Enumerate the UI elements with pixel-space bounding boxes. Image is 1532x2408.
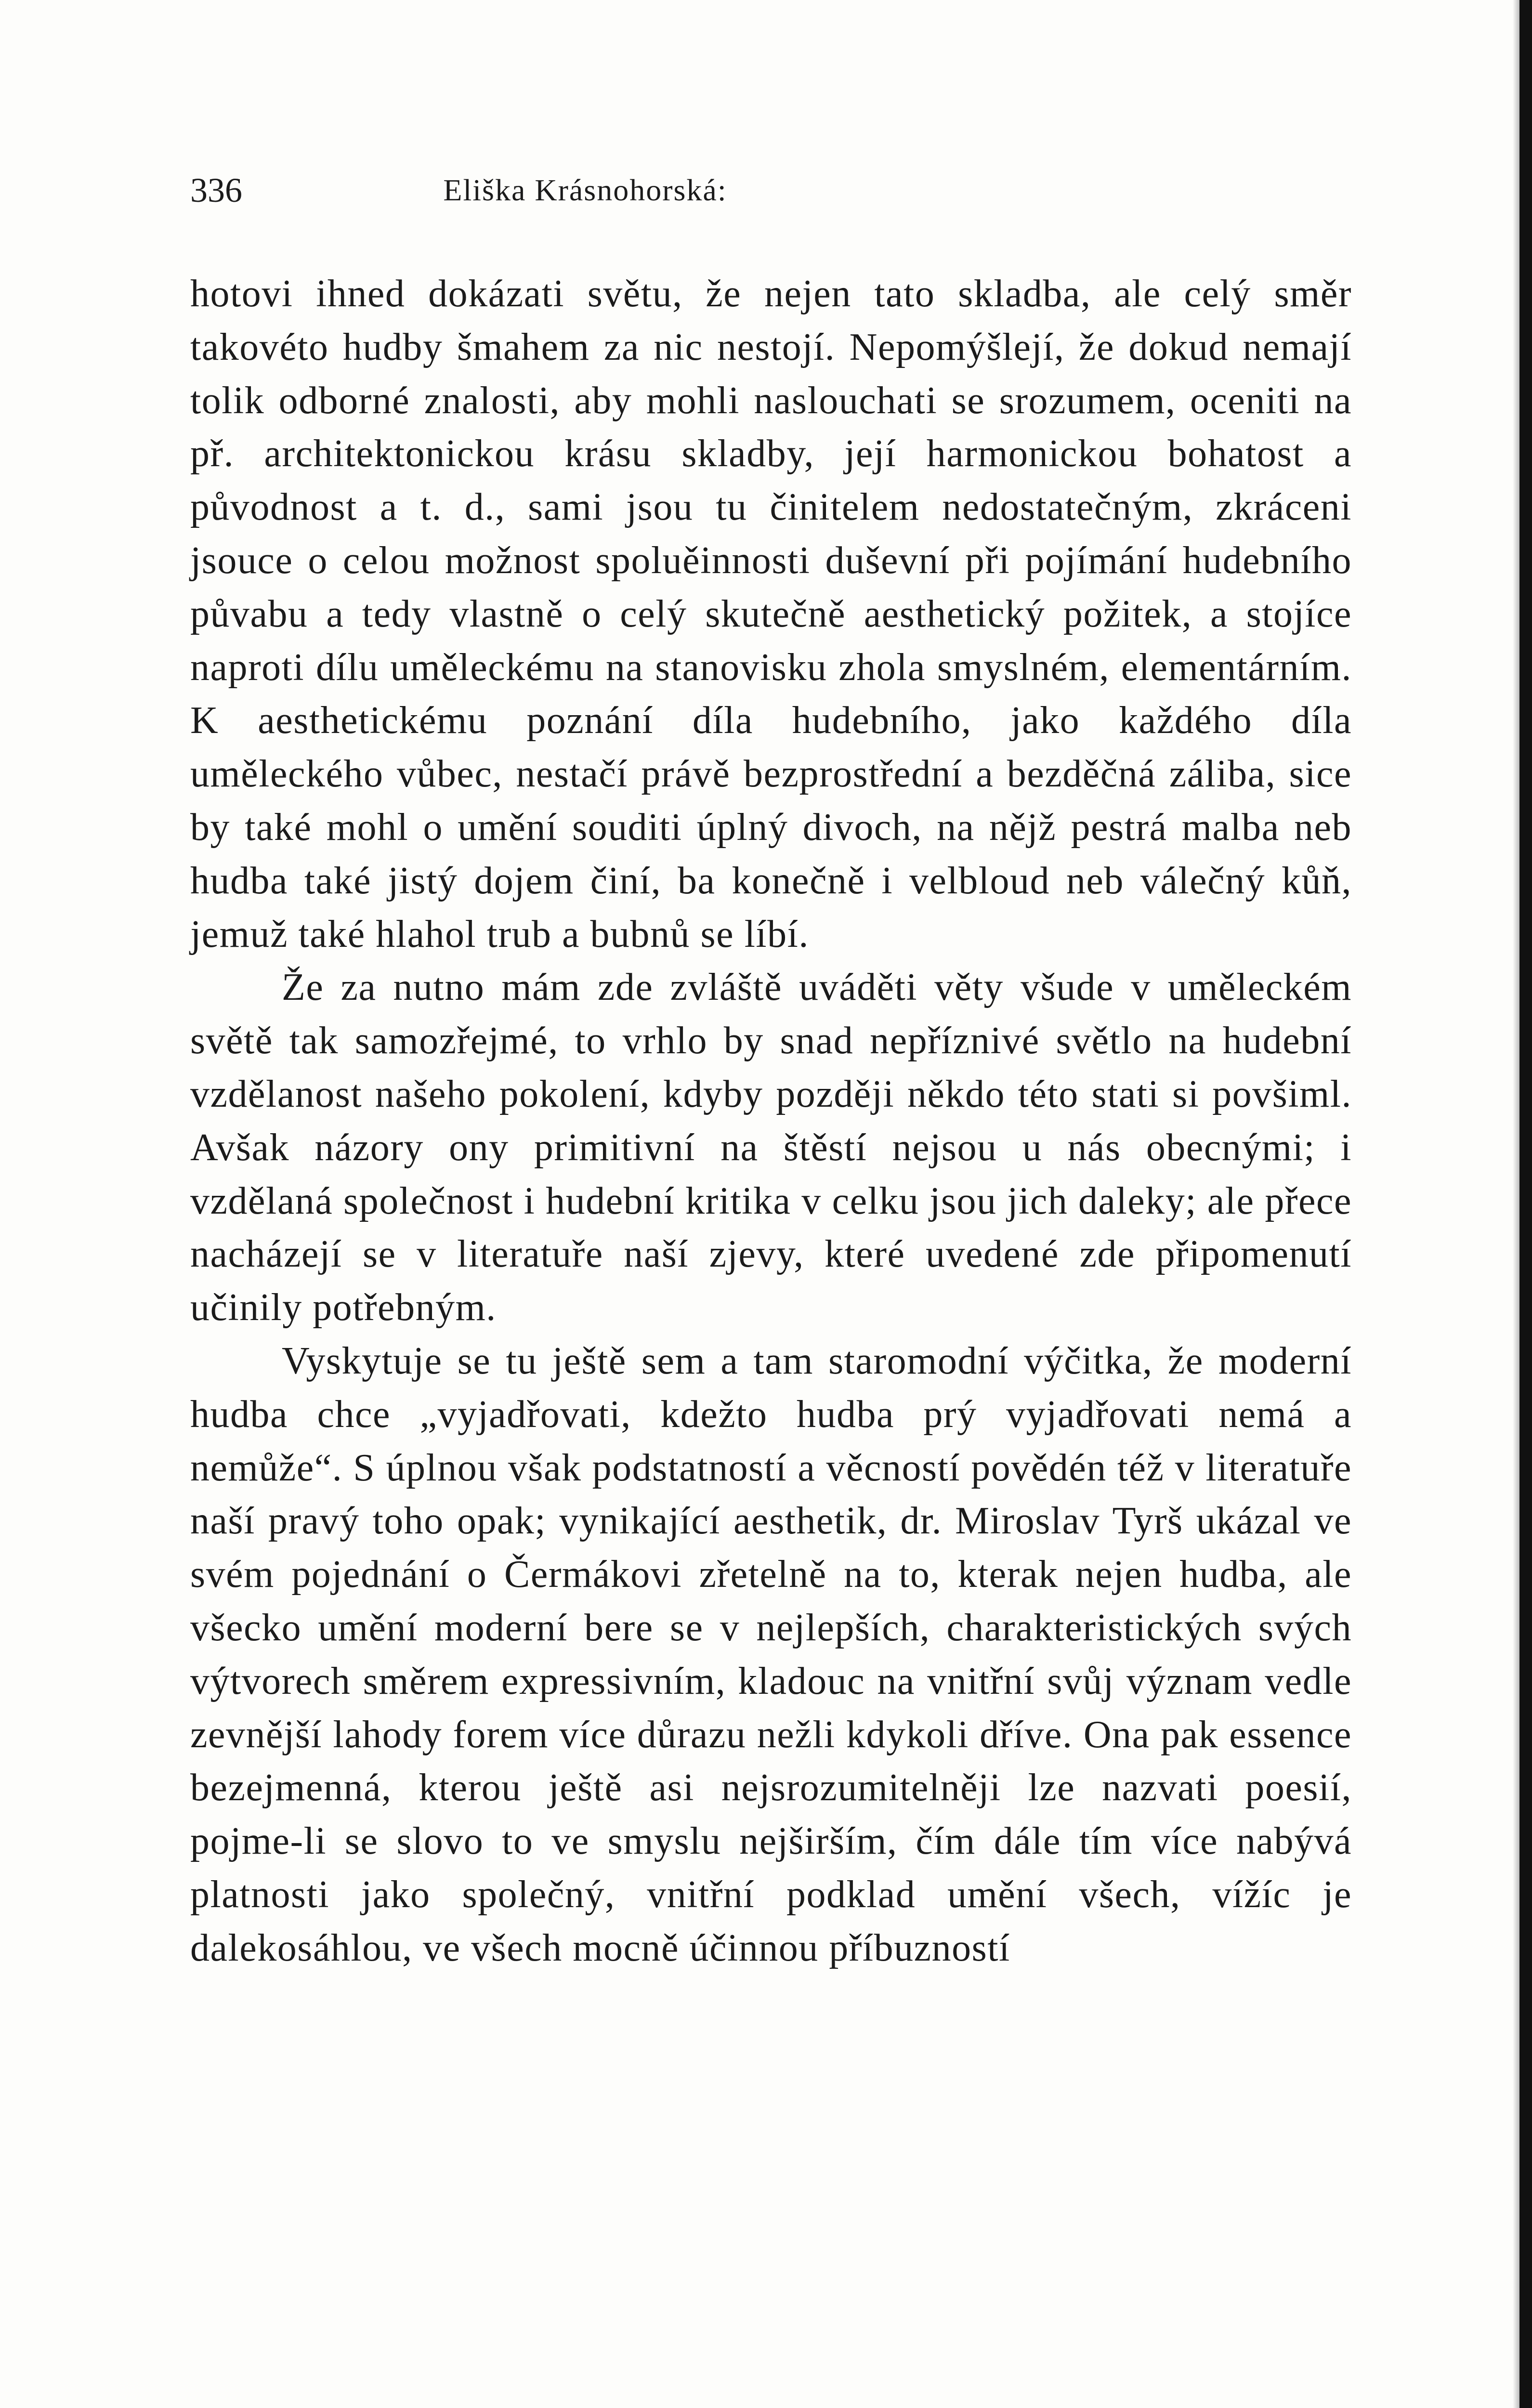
paragraph: Vyskytuje se tu ještě sem a tam staromodní výčitka, že moderní hudba chce „vyjadřovati, kdežto hudba prý vyjadřovati nemá a nemůže“. S úplnou však podstatností a věcností povědén též v literatuře naší pravý toho opak; vynikající aesthetik, dr. Miroslav Tyrš ukázal ve svém pojednání o Čermákovi zřetelně na to, kterak nejen hudba, ale všecko umění moderní bere se v nejlepších, charakteristických svých výtvorech směrem expressivním, kladouc na vnitřní svůj význam vedle zevnější lahody forem více důrazu nežli kdykoli dříve. Ona pak essence bezejmenná, kterou ještě asi nejsrozumitelněji lze nazvati poesií, pojme-li se slovo to ve smyslu nejširším, čím dále tím více nabývá platnosti jako společný, vnitřní podklad umění všech, vížíc je dalekosáhlou, ve všech mocně účinnou příbuzností bbox=[190, 1339, 1352, 1969]
running-head: Eliška Krásnohorská: bbox=[443, 173, 727, 207]
page-shadow-edge bbox=[1513, 0, 1519, 2408]
paragraph-continued: hotovi ihned dokázati světu, že nejen tato skladba, ale celý směr takovéto hudby šmahem za nic nestojí. Nepomýšlejí, že dokud nemají tolik odborné znalosti, aby mohli naslouchati se srozumem, oceniti na př. architektonickou krásu skladby, její harmonickou bohatost a původnost a t. d., sami jsou tu činitelem nedostatečným, zkráceni jsouce o celou možnost spoluěinnosti duševní při pojímání hudebního půvabu a tedy vlastně o celý skutečně aesthetický požitek, a stojíce naproti dílu uměleckému na stanovisku zhola smyslném, elementárním. K aesthetickému poznání díla hudebního, jako každého díla uměleckého vůbec, nestačí právě bezprostřední a bezděčná záliba, sice by také mohl o umění souditi úplný divoch, na nějž pestrá malba neb hudba také jistý dojem činí, ba konečně i velbloud neb válečný kůň, jemuž také hlahol trub a bubnů se líbí. bbox=[190, 273, 1352, 955]
page-header bbox=[190, 164, 980, 217]
scan-dark-edge bbox=[1519, 0, 1532, 2408]
paragraph: Že za nutno mám zde zvláště uváděti věty všude v uměleckém světě tak samozřejmé, to vrhlo by snad nepříznivé světlo na hudební vzdělanost našeho pokolení, kdyby později někdo této stati si povšiml. Avšak názory ony primitivní na štěstí nejsou u nás obecnými; i vzdělaná společnost i hudební kritika v celku jsou jich daleky; ale přece nacházejí se v literatuře naší zjevy, které uvedené zde připomenutí učinily potřebným. bbox=[190, 966, 1352, 1329]
body-text bbox=[190, 267, 1352, 1975]
page-number: 336 bbox=[190, 171, 242, 209]
